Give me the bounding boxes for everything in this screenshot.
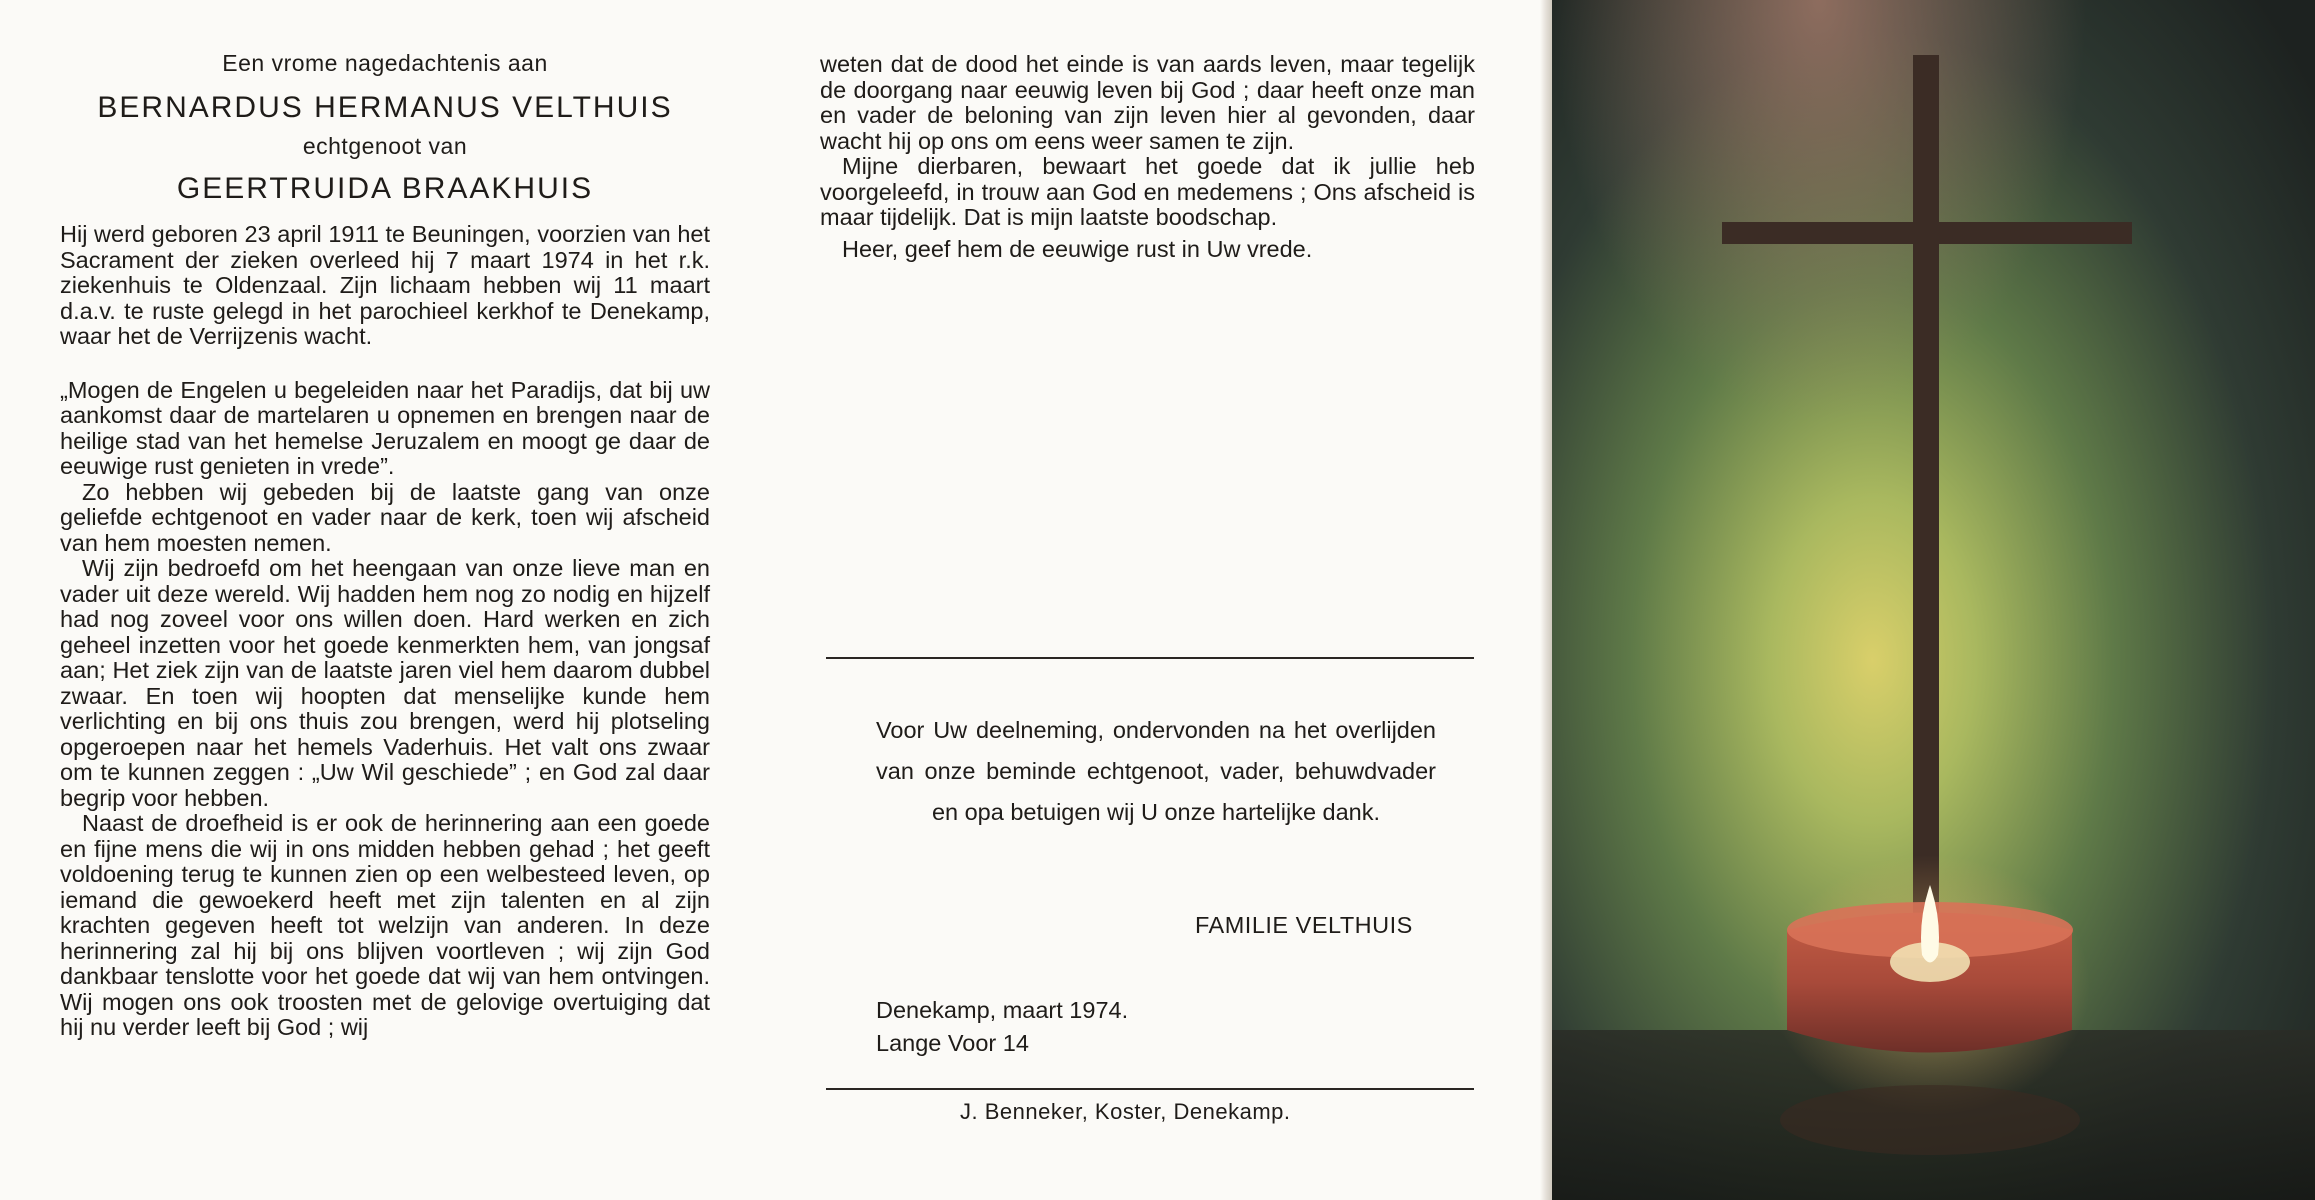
prayer-quote: „Mogen de Engelen u begeleiden naar het Paradijs, dat bij uw aankomst daar de martelaren u opnemen en brengen naar de heilige stad van het hemelse Jeruzalem en moogt ge daar de eeuwige rust genieten in vrede”. [60, 376, 710, 479]
paragraph-1: Zo hebben wij gebeden bij de laatste gang van onze geliefde echtgenoot en vader naar de kerk, toen wij afscheid van hem moesten nemen. [60, 478, 710, 556]
address: Lange Voor 14 [876, 1030, 1029, 1056]
paragraph-2: Wij zijn bedroefd om het heengaan van onze lieve man en vader uit deze wereld. Wij hadden hem nog zo nodig en hijzelf had nog zoveel voor ons willen doen. Hard werken en zich geheel inzetten voor het goede kenmerkten hem, van jongsaf aan; Het ziek zijn van de laatste jaren viel hem daarom dubbel zwaar. En toen wij hoopten dat menselijke kunde hem verlichting en bij ons thuis zou brengen, werd hij plotseling opgeroepen naar het hemels Vaderhuis. Het valt ons zwaar om te kunnen zeggen : „Uw Wil geschiede” ; en God zal daar begrip voor hebben. [60, 555, 710, 811]
photo-illustration [1552, 0, 2315, 1200]
printer-credit: J. Benneker, Koster, Denekamp. [960, 1099, 1291, 1124]
family-signature: FAMILIE VELTHUIS [1195, 912, 1413, 938]
spouse-label: echtgenoot van [302, 133, 468, 159]
candle-reflection [1780, 1085, 2080, 1155]
middle-column [820, 0, 1475, 262]
cross-vertical-beam [1913, 55, 1939, 950]
card-fold-edge [1540, 0, 1552, 1200]
cross-and-candle-photo [1552, 0, 2315, 1200]
divider-top [826, 657, 1474, 659]
deceased-name: BERNARDUS HERMANUS VELTHUIS [97, 91, 673, 124]
paragraph-3: Naast de droefheid is er ook de herinnering aan een goede en fijne mens die wij in ons midden hebben gehad ; het geeft voldoening terug te kunnen zien op een welbesteed leven, op iemand die gewoekerd heeft met zijn talenten en al zijn krachten gegeven heeft tot welzijn van anderen. In deze herinnering zal hij bij ons blijven voortleven ; wij zijn God dankbaar tenslotte voor het goede dat wij van hem ontvingen. Wij mogen ons ook troosten met de gelovige overtuiging dat hij nu verder leeft bij God ; wij [60, 810, 710, 1040]
paragraph-5: Mijne dierbaren, bewaart het goede dat ik jullie heb voorgeleefd, in trouw aan God en medemens ; Ons afscheid is maar tijdelijk. Dat is mijn laatste boodschap. [820, 153, 1475, 230]
place-and-date [876, 994, 1128, 1060]
spouse-name: GEERTRUIDA BRAAKHUIS [176, 172, 594, 205]
closing-prayer: Heer, geef hem de eeuwige rust in Uw vrede. [842, 235, 1313, 262]
paragraph-4: weten dat de dood het einde is van aards leven, maar tegelijk de doorgang naar eeuwig leven bij God ; daar heeft onze man en vader de beloning van zijn leven hier al gevonden, daar wacht hij op ons om eens weer samen te zijn. [820, 51, 1475, 154]
biography: Hij werd geboren 23 april 1911 te Beuningen, voorzien van het Sacrament der zieken overleed hij 7 maart 1974 in het r.k. ziekenhuis te Oldenzaal. Zijn lichaam hebben wij 11 maart d.a.v. te ruste gelegd in het parochieel kerkhof te Denekamp, waar het de Verrijzenis wacht. [60, 221, 710, 349]
intro-line: Een vrome nagedachtenis aan [222, 50, 548, 76]
divider-bottom [826, 1088, 1474, 1090]
cross-horizontal-beam [1722, 222, 2132, 244]
left-column [60, 0, 710, 1041]
thank-you-note: Voor Uw deelneming, ondervonden na het overlijden van onze beminde echtgenoot, vader, behuwdvader en opa betuigen wij U onze hartelijke dank. [876, 717, 1436, 825]
place-date: Denekamp, maart 1974. [876, 997, 1129, 1023]
